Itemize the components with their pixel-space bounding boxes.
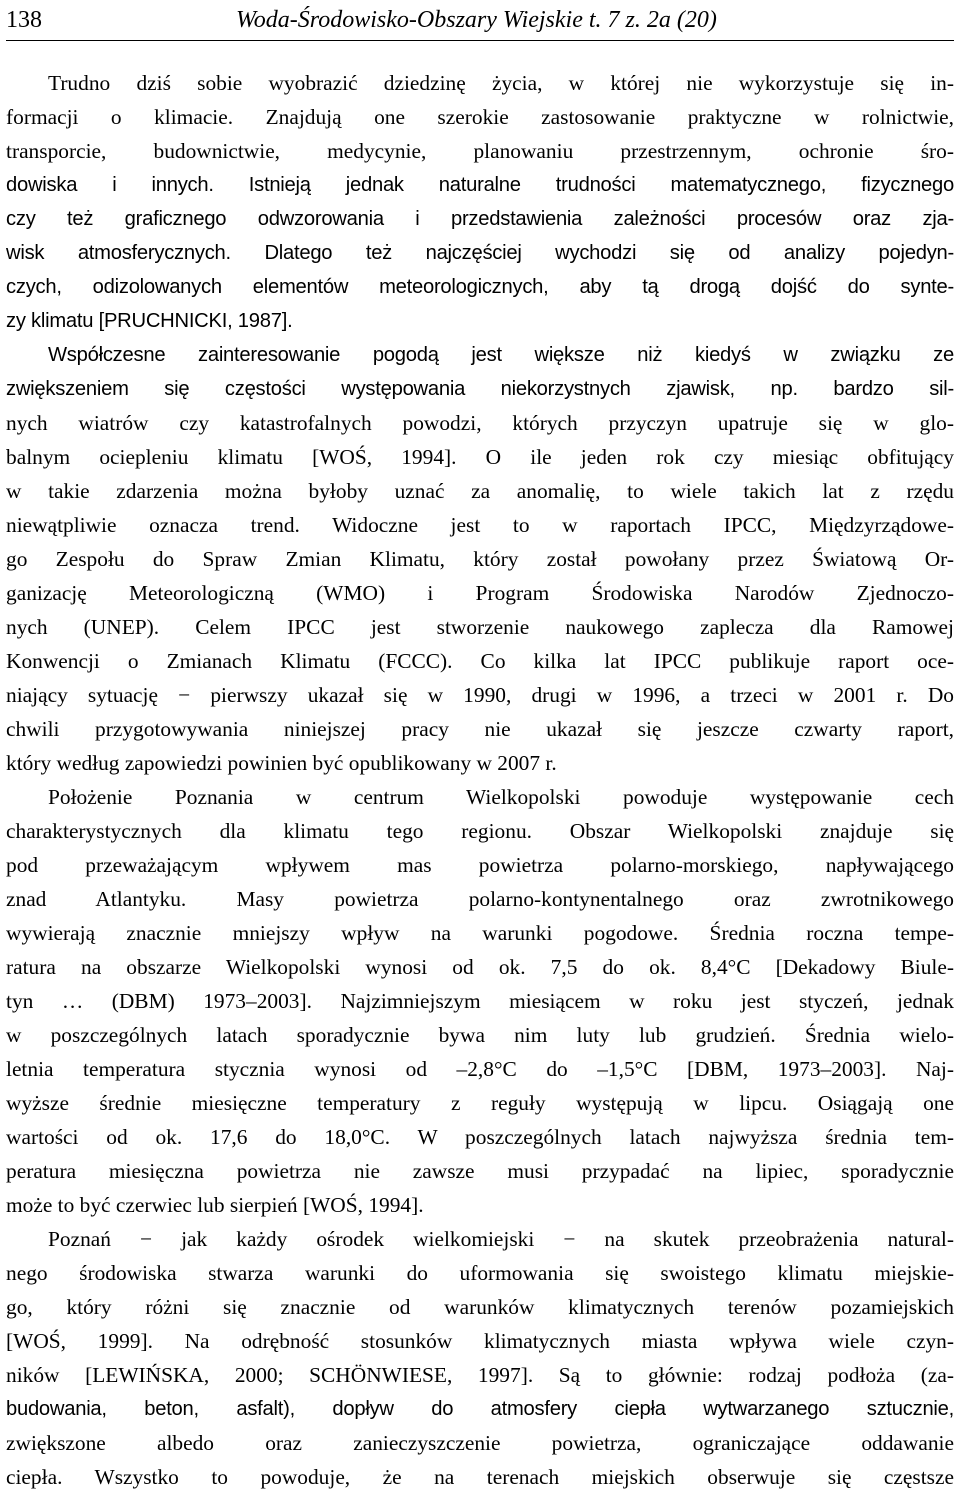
text-line: letnia temperatura stycznia wynosi od –2,8°C do –1,5°C [DBM, 1973–2003]. Naj- [6,1057,954,1081]
text-line: ratura na obszarze Wielkopolski wynosi od ok. 7,5 do ok. 8,4°C [Dekadowy Biule- [6,955,954,979]
text-line: wartości od ok. 17,6 do 18,0°C. W poszczególnych latach najwyższa średnia tem- [6,1125,954,1149]
text-line: niewątpliwie oznacza trend. Widoczne jest to w raportach IPCC, Międzyrządowe- [6,513,954,537]
text-line: może to być czerwiec lub sierpień [WOŚ, 1994]. [6,1193,424,1217]
text-line: peratura miesięczna powietrza nie zawsze musi przypadać na lipiec, sporadycznie [6,1159,954,1183]
text-line: zwiększeniem się częstości występowania niekorzystnych zjawisk, np. bardzo sil- [6,378,954,400]
text-line: Konwencji o Zmianach Klimatu (FCCC). Co kilka lat IPCC publikuje raport oce- [6,649,954,673]
text-line: charakterystycznych dla klimatu tego regionu. Obszar Wielkopolski znajduje się [6,819,954,843]
text-line: tyn … (DBM) 1973–2003]. Najzimniejszym miesiącem w roku jest styczeń, jednak [6,989,954,1013]
text-line: w poszczególnych latach sporadycznie bywa nim luty lub grudzień. Średnia wielo- [6,1023,954,1047]
text-line: budowania, beton, asfalt), dopływ do atmosfery ciepła wytwarzanego sztucznie, [6,1398,954,1420]
text-line: [WOŚ, 1999]. Na odrębność stosunków klimatycznych miasta wpływa wiele czyn- [6,1329,954,1353]
body-text [6,66,954,1494]
text-line: ników [LEWIŃSKA, 2000; SCHÖNWIESE, 1997]. Są to głównie: rodzaj podłoża (za- [6,1363,954,1387]
text-line: pod przeważającym wpływem mas powietrza polarno-morskiego, napływającego [6,853,954,877]
text-line: ciepła. Wszystko to powoduje, że na terenach miejskich obserwuje się częstsze [6,1465,954,1489]
text-line: wyższe średnie miesięczne temperatury z reguły występują w lipcu. Osiągają one [6,1091,954,1115]
text-line: czy też graficznego odwzorowania i przedstawienia zależności procesów oraz zja- [6,208,954,230]
text-line: znad Atlantyku. Masy powietrza polarno-kontynentalnego oraz zwrotnikowego [6,887,954,911]
text-line: w takie zdarzenia można byłoby uznać za anomalię, to wiele takich lat z rzędu [6,479,954,503]
page-header [6,2,954,38]
text-line: ganizację Meteorologiczną (WMO) i Program Środowiska Narodów Zjednoczo- [6,581,954,605]
text-line: Położenie Poznania w centrum Wielkopolski powoduje występowanie cech [48,785,954,809]
running-title: Woda-Środowisko-Obszary Wiejskie t. 7 z. 2a (20) [236,7,717,33]
text-line: balnym ociepleniu klimatu [WOŚ, 1994]. O ile jeden rok czy miesiąc obfitujący [6,445,954,469]
text-line: Poznań − jak każdy ośrodek wielkomiejski − na skutek przeobrażenia natural- [48,1227,954,1251]
text-line: chwili przygotowywania niniejszej pracy nie ukazał się jeszcze czwarty raport, [6,717,954,741]
text-line: Trudno dziś sobie wyobrazić dziedzinę życia, w której nie wykorzystuje się in- [48,71,954,95]
text-line: go Zespołu do Spraw Zmian Klimatu, który został powołany przez Światową Or- [6,547,954,571]
text-line: transporcie, budownictwie, medycynie, planowaniu przestrzennym, ochronie śro- [6,139,954,163]
text-line: niający sytuację − pierwszy ukazał się w 1990, drugi w 1996, a trzeci w 2001 r. Do [6,683,954,707]
text-line: dowiska i innych. Istnieją jednak naturalne trudności matematycznego, fizycznego [6,174,954,196]
text-line: nych wiatrów czy katastrofalnych powodzi, których przyczyn upatruje się w glo- [6,411,954,435]
text-line: go, który różni się znacznie od warunków klimatycznych terenów pozamiejskich [6,1295,954,1319]
text-line: Współczesne zainteresowanie pogodą jest większe niż kiedyś w związku ze [48,344,954,366]
text-line: wisk atmosferycznych. Dlatego też najczęściej wychodzi się od analizy pojedyn- [6,242,954,264]
text-line: formacji o klimacie. Znajdują one szerokie zastosowanie praktyczne w rolnictwie, [6,105,954,129]
text-line: nego środowiska stwarza warunki do uformowania się swoistego klimatu miejskie- [6,1261,954,1285]
text-line: wywierają znacznie mniejszy wpływ na warunki pogodowe. Średnia roczna tempe- [6,921,954,945]
text-line: zwiększone albedo oraz zanieczyszczenie powietrza, ograniczające oddawanie [6,1431,954,1455]
header-rule [6,40,954,41]
text-line: nych (UNEP). Celem IPCC jest stworzenie naukowego zaplecza dla Ramowej [6,615,954,639]
text-line: czych, odizolowanych elementów meteorologicznych, aby tą drogą dojść do synte- [6,276,954,298]
text-line: który według zapowiedzi powinien być opublikowany w 2007 r. [6,751,557,775]
text-line: zy klimatu [PRUCHNICKI, 1987]. [6,310,293,332]
page-number: 138 [6,7,42,33]
